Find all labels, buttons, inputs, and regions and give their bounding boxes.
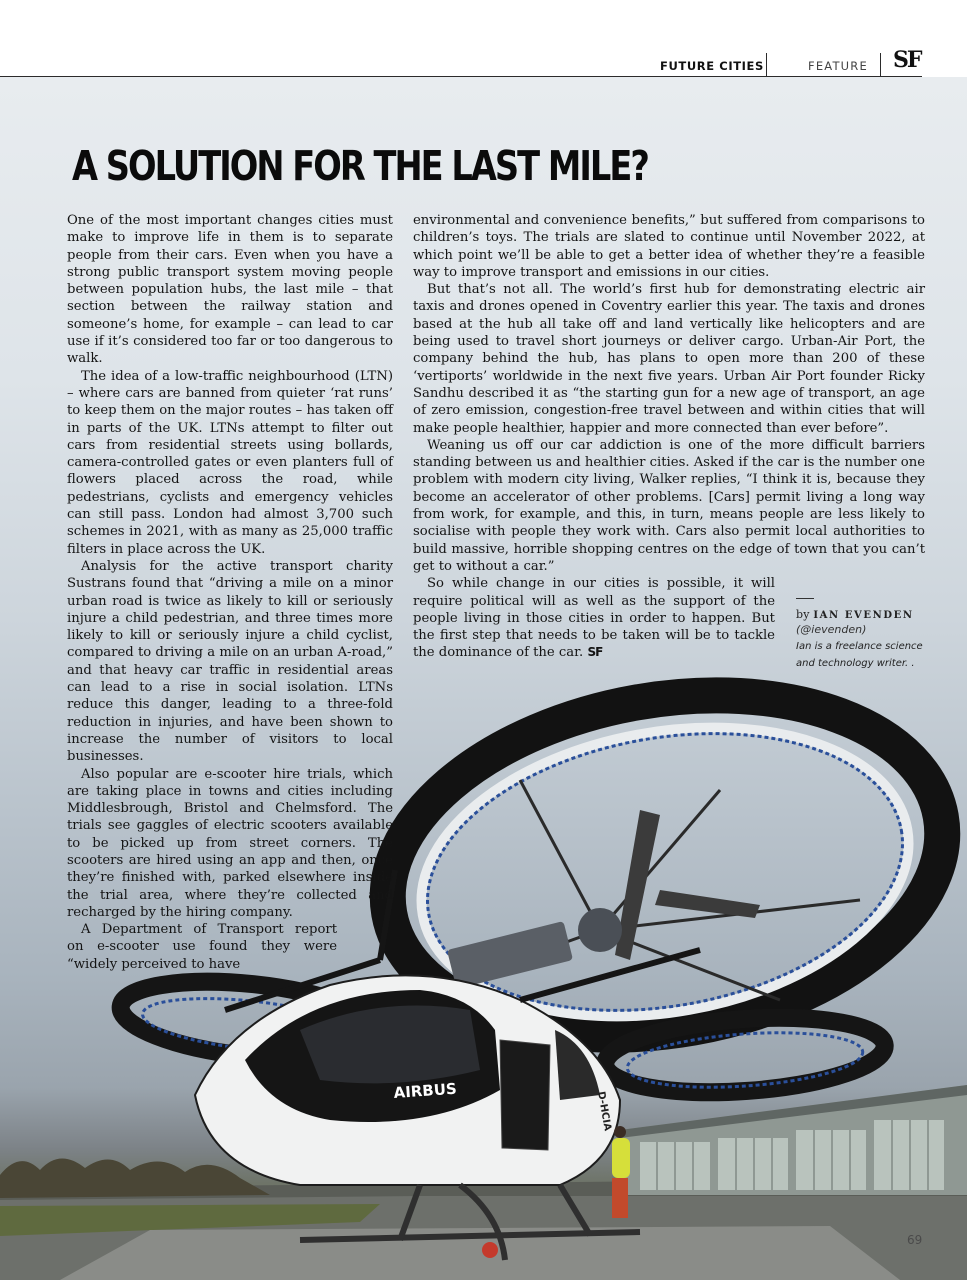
article-paragraph: Analysis for the active transport charity Sustrans found that “driving a mile on a minor urban road is twice as likely to kill or seriously injure a child pedestrian, and three times more likely to kill or seriously injure a child cyclist, compared to driving a mile on an urban A-road,” and that heavy car traffic in residential areas can lead to a rise in social isolation. LTNs reduce this danger, leading to a three-fold reduction in injuries, and have been shown to increase the number of visitors to local businesses. [67,558,393,765]
headline: A SOLUTION FOR THE LAST MILE? [72,142,648,190]
wheel-marker [482,1242,498,1258]
article-paragraph: Weaning us off our car addiction is one of the more difficult barriers standing between us and healthier cities. Asked if the car is the number one problem with modern city living, Walker replies, “I think it is, because they become an accelerator of other problems. [Cars] permit living a long way from work, for example, and this, in turn, means people are less likely to socialise with people they work with. Cars also permit local authorities to build massive, horrible shopping centres on the edge of town that you can’t get to without a car.” [413,437,925,574]
article-paragraph: The idea of a low-traffic neighbourhood (LTN) – where cars are banned from quieter ‘rat runs’ to keep them on the major routes – has taken off in parts of the UK. LTNs attempt to filter out cars from residential streets using bollards, camera-controlled gates or even planters full of flowers placed across the road, while pedestrians, cyclists and emergency vehicles can still pass. London had almost 3,700 such schemes in 2021, with as many as 25,000 traffic filters in place across the UK. [67,368,393,557]
final-paragraph-text: So while change in our cities is possible, it will require political will as well as the support of the people living in those cities in order to happen. But the first step that needs to be taken will be to tackle the dominance of the car. [413,576,775,661]
article-paragraph: But that’s not all. The world’s first hub for demonstrating electric air taxis and drones opened in Coventry earlier this year. The taxis and drones based at the hub all take off and land vertically like helicopters and are being used to travel short journeys or deliver cargo. Urban-Air Port, the company behind the hub, has plans to open more than 200 of these ‘vertiports’ worldwide in the next five years. Urban Air Port founder Ricky Sandhu described it as “the starting gun for a new age of transport, an age of zero emission, congestion-free travel between and within cities that will make people healthier, happier and more connected than ever before”. [413,282,925,436]
byline-dash [796,598,814,599]
article-column-right [413,212,925,662]
page-number: 69 [907,1233,923,1247]
hangar [620,1085,967,1195]
tail-line: “widely perceived to have [67,956,241,972]
header-rule [0,76,922,77]
aircraft-registration: D-HCIA [595,1090,613,1132]
author-bio: Ian is a freelance science and technology writer. . [796,641,923,669]
sf-logo: SF [893,47,921,73]
article-paragraph-tail [67,956,337,973]
article-paragraph-tail [67,938,337,955]
article-paragraph: environmental and convenience benefits,” but suffered from comparisons to children’s toys. The trials are slated to continue until November 2022, at which point we’ll be able to get a better idea of whether they’re a feasible way to improve transport and emissions in our cities. [413,213,925,280]
article-paragraph-final [413,575,775,661]
feature-label: FEATURE [808,59,868,73]
section-label: FUTURE CITIES [660,59,764,73]
author-name: IAN EVENDEN [813,610,914,621]
header-divider [880,53,881,77]
ground-crew [612,1126,630,1218]
tree-line [0,1158,270,1198]
author-line [796,608,936,621]
header-divider [766,53,767,77]
tail-line: on e-scooter use found they were [67,939,337,955]
author-handle: (@ievenden) [796,623,867,636]
article-paragraph: One of the most important changes cities must make to improve life in them is to separate people from their cars. Even when you have a strong public transport system moving people between population hubs, the last mile – that section between the railway station and someone’s home, for example – can lead to car use if it’s considered too far or too dangerous to walk. [67,213,393,367]
tail-line: A Department of Transport report [81,922,337,938]
article-column-left [67,212,393,973]
byline [796,598,936,672]
article-paragraph: Also popular are e-scooter hire trials, which are taking place in towns and cities including Middlesbrough, Bristol and Chelmsford. The trials see gaggles of electric scooters available to be picked up from street corners. The scooters are hired using an app and then, once they’re finished with, parked elsewhere inside the trial area, where they’re collected and recharged by the hiring company. [67,766,393,920]
byline-by: by [796,608,810,621]
end-mark: SF [587,645,603,660]
article-paragraph-tail [67,921,337,938]
aircraft-label: AIRBUS [393,1079,458,1102]
